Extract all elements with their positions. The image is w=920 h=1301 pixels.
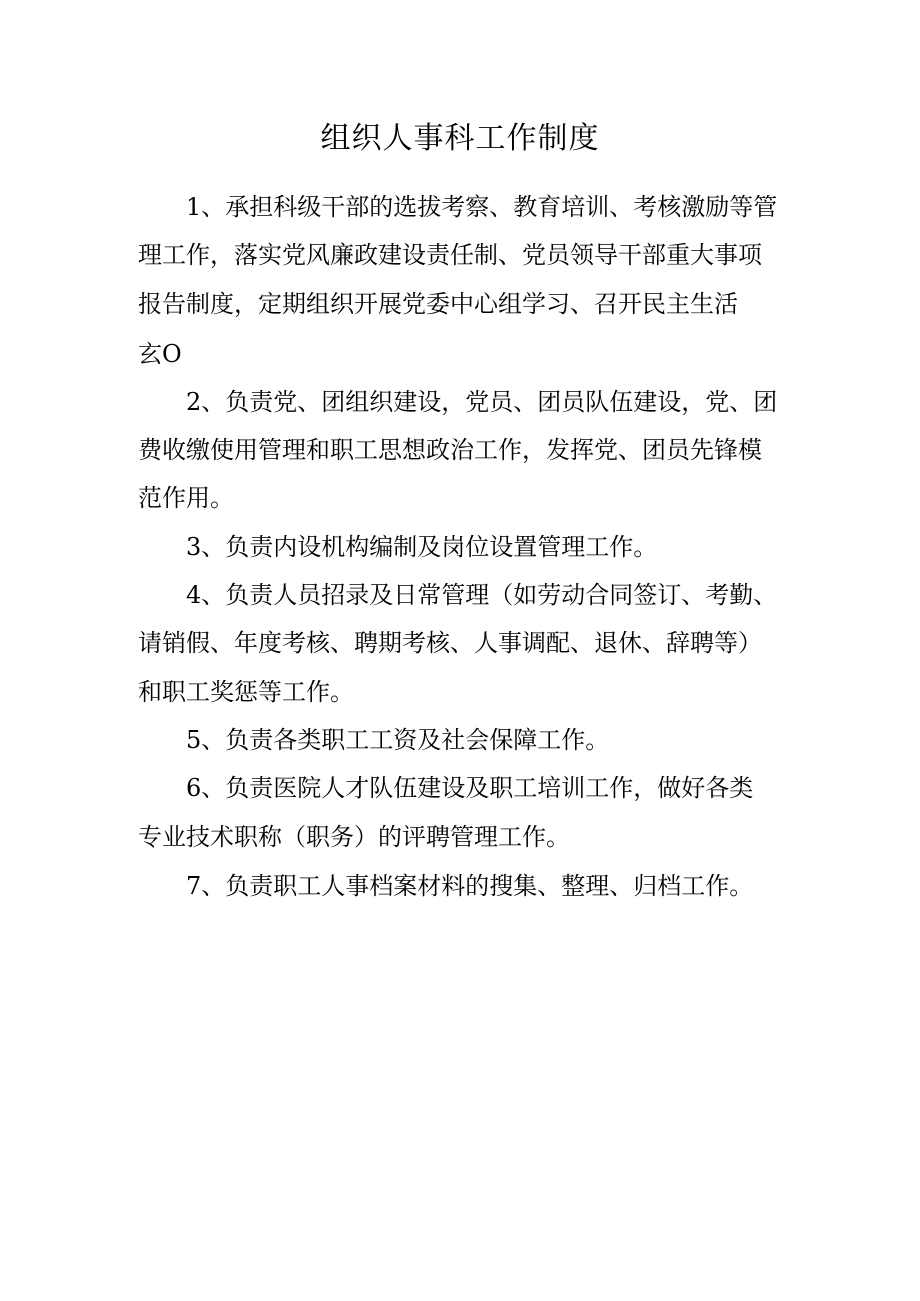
text-line: 4、负责人员招录及日常管理（如劳动合同签订、考勤、 (186, 581, 778, 609)
text-line: 费收缴使用管理和职工思想政治工作，发挥党、团员先锋模 (138, 436, 762, 464)
text-line: 理工作，落实党风廉政建设责任制、党员领导干部重大事项 (138, 241, 762, 269)
text-line: 玄O (138, 340, 182, 368)
text-line: 2、负责党、团组织建设，党员、团员队伍建设，党、团 (186, 388, 778, 416)
text-line: 报告制度，定期组织开展党委中心组学习、召开民主生活 (138, 290, 738, 318)
text-line: 专业技术职称（职务）的评聘管理工作。 (138, 823, 570, 851)
text-line: 1、承担科级干部的选拔考察、教育培训、考核激励等管 (186, 193, 778, 221)
text-line: 7、负责职工人事档案材料的搜集、整理、归档工作。 (186, 872, 754, 900)
text-line: 请销假、年度考核、聘期考核、人事调配、退休、辞聘等） (138, 629, 762, 657)
text-line: 范作用。 (138, 484, 234, 512)
text-line: 5、负责各类职工工资及社会保障工作。 (186, 726, 610, 754)
document-title: 组织人事科工作制度 (320, 121, 600, 156)
text-line: 6、负责医院人才队伍建设及职工培训工作，做好各类 (186, 774, 754, 802)
text-line: 和职工奖惩等工作。 (138, 678, 354, 706)
text-line: 3、负责内设机构编制及岗位设置管理工作。 (186, 533, 658, 561)
